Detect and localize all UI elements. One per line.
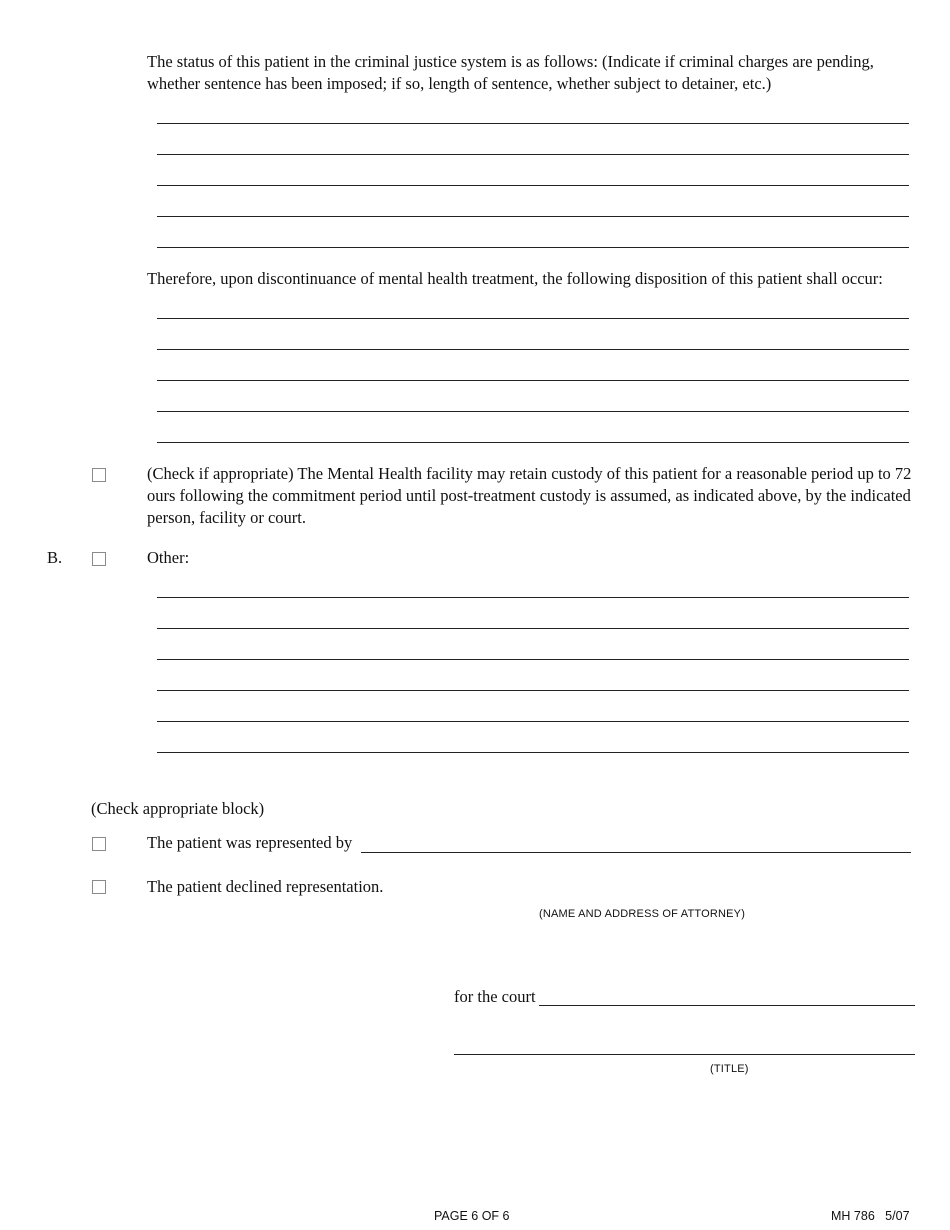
page-number: PAGE 6 OF 6	[434, 1209, 510, 1223]
option-letter-b: B.	[47, 548, 63, 567]
title-caption: (TITLE)	[710, 1063, 749, 1075]
status-answer-line-3[interactable]	[157, 185, 909, 186]
status-answer-line-2[interactable]	[157, 154, 909, 155]
status-answer-line-4[interactable]	[157, 216, 909, 217]
other-answer-line-5[interactable]	[157, 721, 909, 722]
represented-label: The patient was represented by	[147, 833, 353, 852]
representation-heading: (Check appropriate block)	[91, 799, 265, 818]
attorney-caption: (NAME AND ADDRESS OF ATTORNEY)	[539, 908, 746, 920]
status-instructions: The status of this patient in the criminal justice system is as follows: (Indicate if criminal charges are pending, whether sentence has been imposed; if so, length of sentence, whether subject to detainer, etc.)	[147, 52, 874, 93]
for-court-label: for the court	[454, 987, 536, 1006]
other-option-label: Other:	[147, 548, 190, 567]
title-field[interactable]	[454, 1054, 915, 1055]
attorney-name-field[interactable]	[361, 852, 911, 853]
status-answer-line-5[interactable]	[157, 247, 909, 248]
custody-option-text: (Check if appropriate) The Mental Health facility may retain custody of this patient for a reasonable period up to 72 ours following the commitment period until post-treatment custody is assumed, as indicated above, by the indicated person, facility or court.	[147, 464, 912, 527]
custody-checkbox[interactable]	[92, 468, 106, 482]
court-signature-field[interactable]	[539, 1005, 915, 1006]
other-answer-line-2[interactable]	[157, 628, 909, 629]
other-answer-line-3[interactable]	[157, 659, 909, 660]
disposition-answer-line-2[interactable]	[157, 349, 909, 350]
status-answer-line-1[interactable]	[157, 123, 909, 124]
disposition-answer-line-4[interactable]	[157, 411, 909, 412]
disposition-instructions: Therefore, upon discontinuance of mental health treatment, the following disposition of this patient shall occur:	[147, 269, 883, 288]
form-identifier: MH 786 5/07	[831, 1209, 910, 1223]
other-checkbox[interactable]	[92, 552, 106, 566]
other-answer-line-1[interactable]	[157, 597, 909, 598]
other-answer-line-4[interactable]	[157, 690, 909, 691]
declined-checkbox[interactable]	[92, 880, 106, 894]
represented-checkbox[interactable]	[92, 837, 106, 851]
disposition-answer-line-1[interactable]	[157, 318, 909, 319]
disposition-answer-line-5[interactable]	[157, 442, 909, 443]
declined-label: The patient declined representation.	[147, 877, 384, 896]
other-answer-line-6[interactable]	[157, 752, 909, 753]
disposition-answer-line-3[interactable]	[157, 380, 909, 381]
